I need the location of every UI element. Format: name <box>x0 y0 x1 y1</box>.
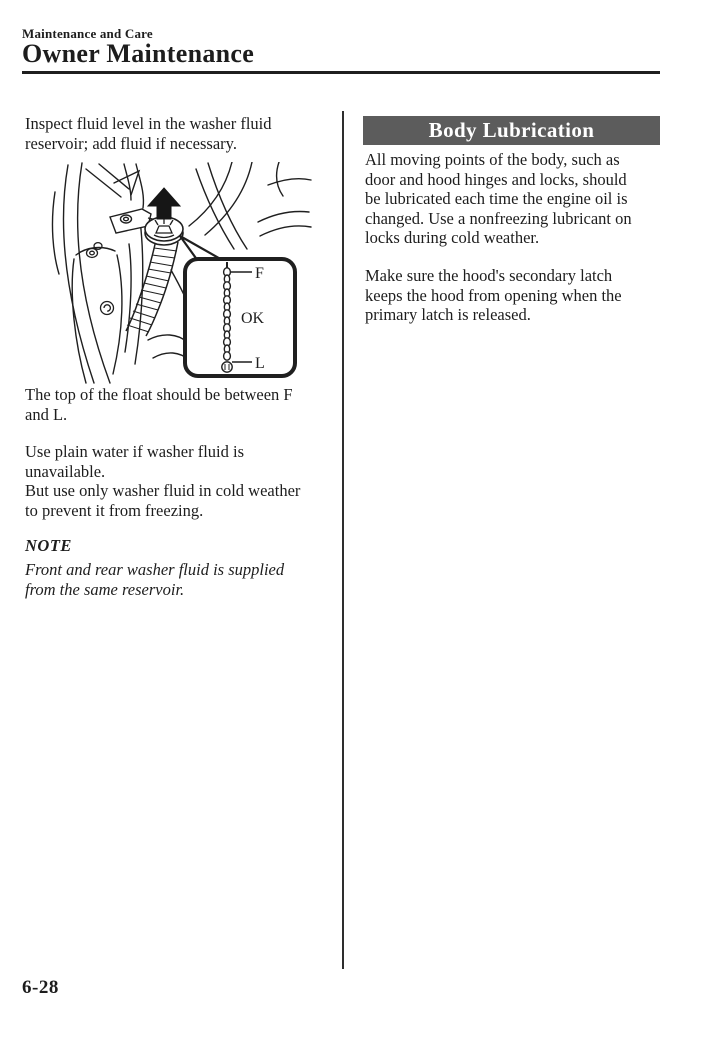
gauge-label-ok: OK <box>241 310 265 327</box>
note-heading: NOTE <box>25 536 72 555</box>
intro-paragraph: Inspect fluid level in the washer fluid reservoir; add fluid if necessary. <box>25 114 272 153</box>
body-lubrication-paragraph: All moving points of the body, such as door and hood hinges and locks, should be lubricated each time the engine oil is changed. Use a nonfreezing lubricant on locks during cold weather. <box>365 150 632 247</box>
gauge-label-l: L <box>255 355 265 372</box>
engine-bay-illustration <box>28 162 312 384</box>
gauge-label-f: F <box>255 265 264 282</box>
header-rule <box>22 71 660 74</box>
screw-details <box>87 243 114 315</box>
section-title-bar <box>363 116 660 145</box>
washer-cap <box>145 217 183 245</box>
column-divider <box>342 111 344 969</box>
page-number: 6-28 <box>22 977 59 998</box>
page-title: Owner Maintenance <box>22 39 255 68</box>
note-paragraph: Front and rear washer fluid is supplied from the same reservoir. <box>25 560 285 599</box>
washer-fluid-figure <box>28 162 312 384</box>
chapter-eyebrow: Maintenance and Care <box>22 26 153 41</box>
hood-latch-paragraph: Make sure the hood's secondary latch keeps the hood from opening when the primary latch is released. <box>365 266 622 324</box>
advice-paragraph: Use plain water if washer fluid is unavailable. But use only washer fluid in cold weather to prevent it from freezing. <box>25 442 301 520</box>
float-bulb <box>222 362 232 372</box>
figure-caption: The top of the float should be between F and L. <box>25 385 293 424</box>
section-title: Body Lubrication <box>428 118 595 142</box>
filler-neck-ribs <box>127 248 177 332</box>
up-arrow-icon <box>148 188 180 219</box>
filler-neck <box>126 240 178 336</box>
float-gauge-callout <box>185 259 295 376</box>
